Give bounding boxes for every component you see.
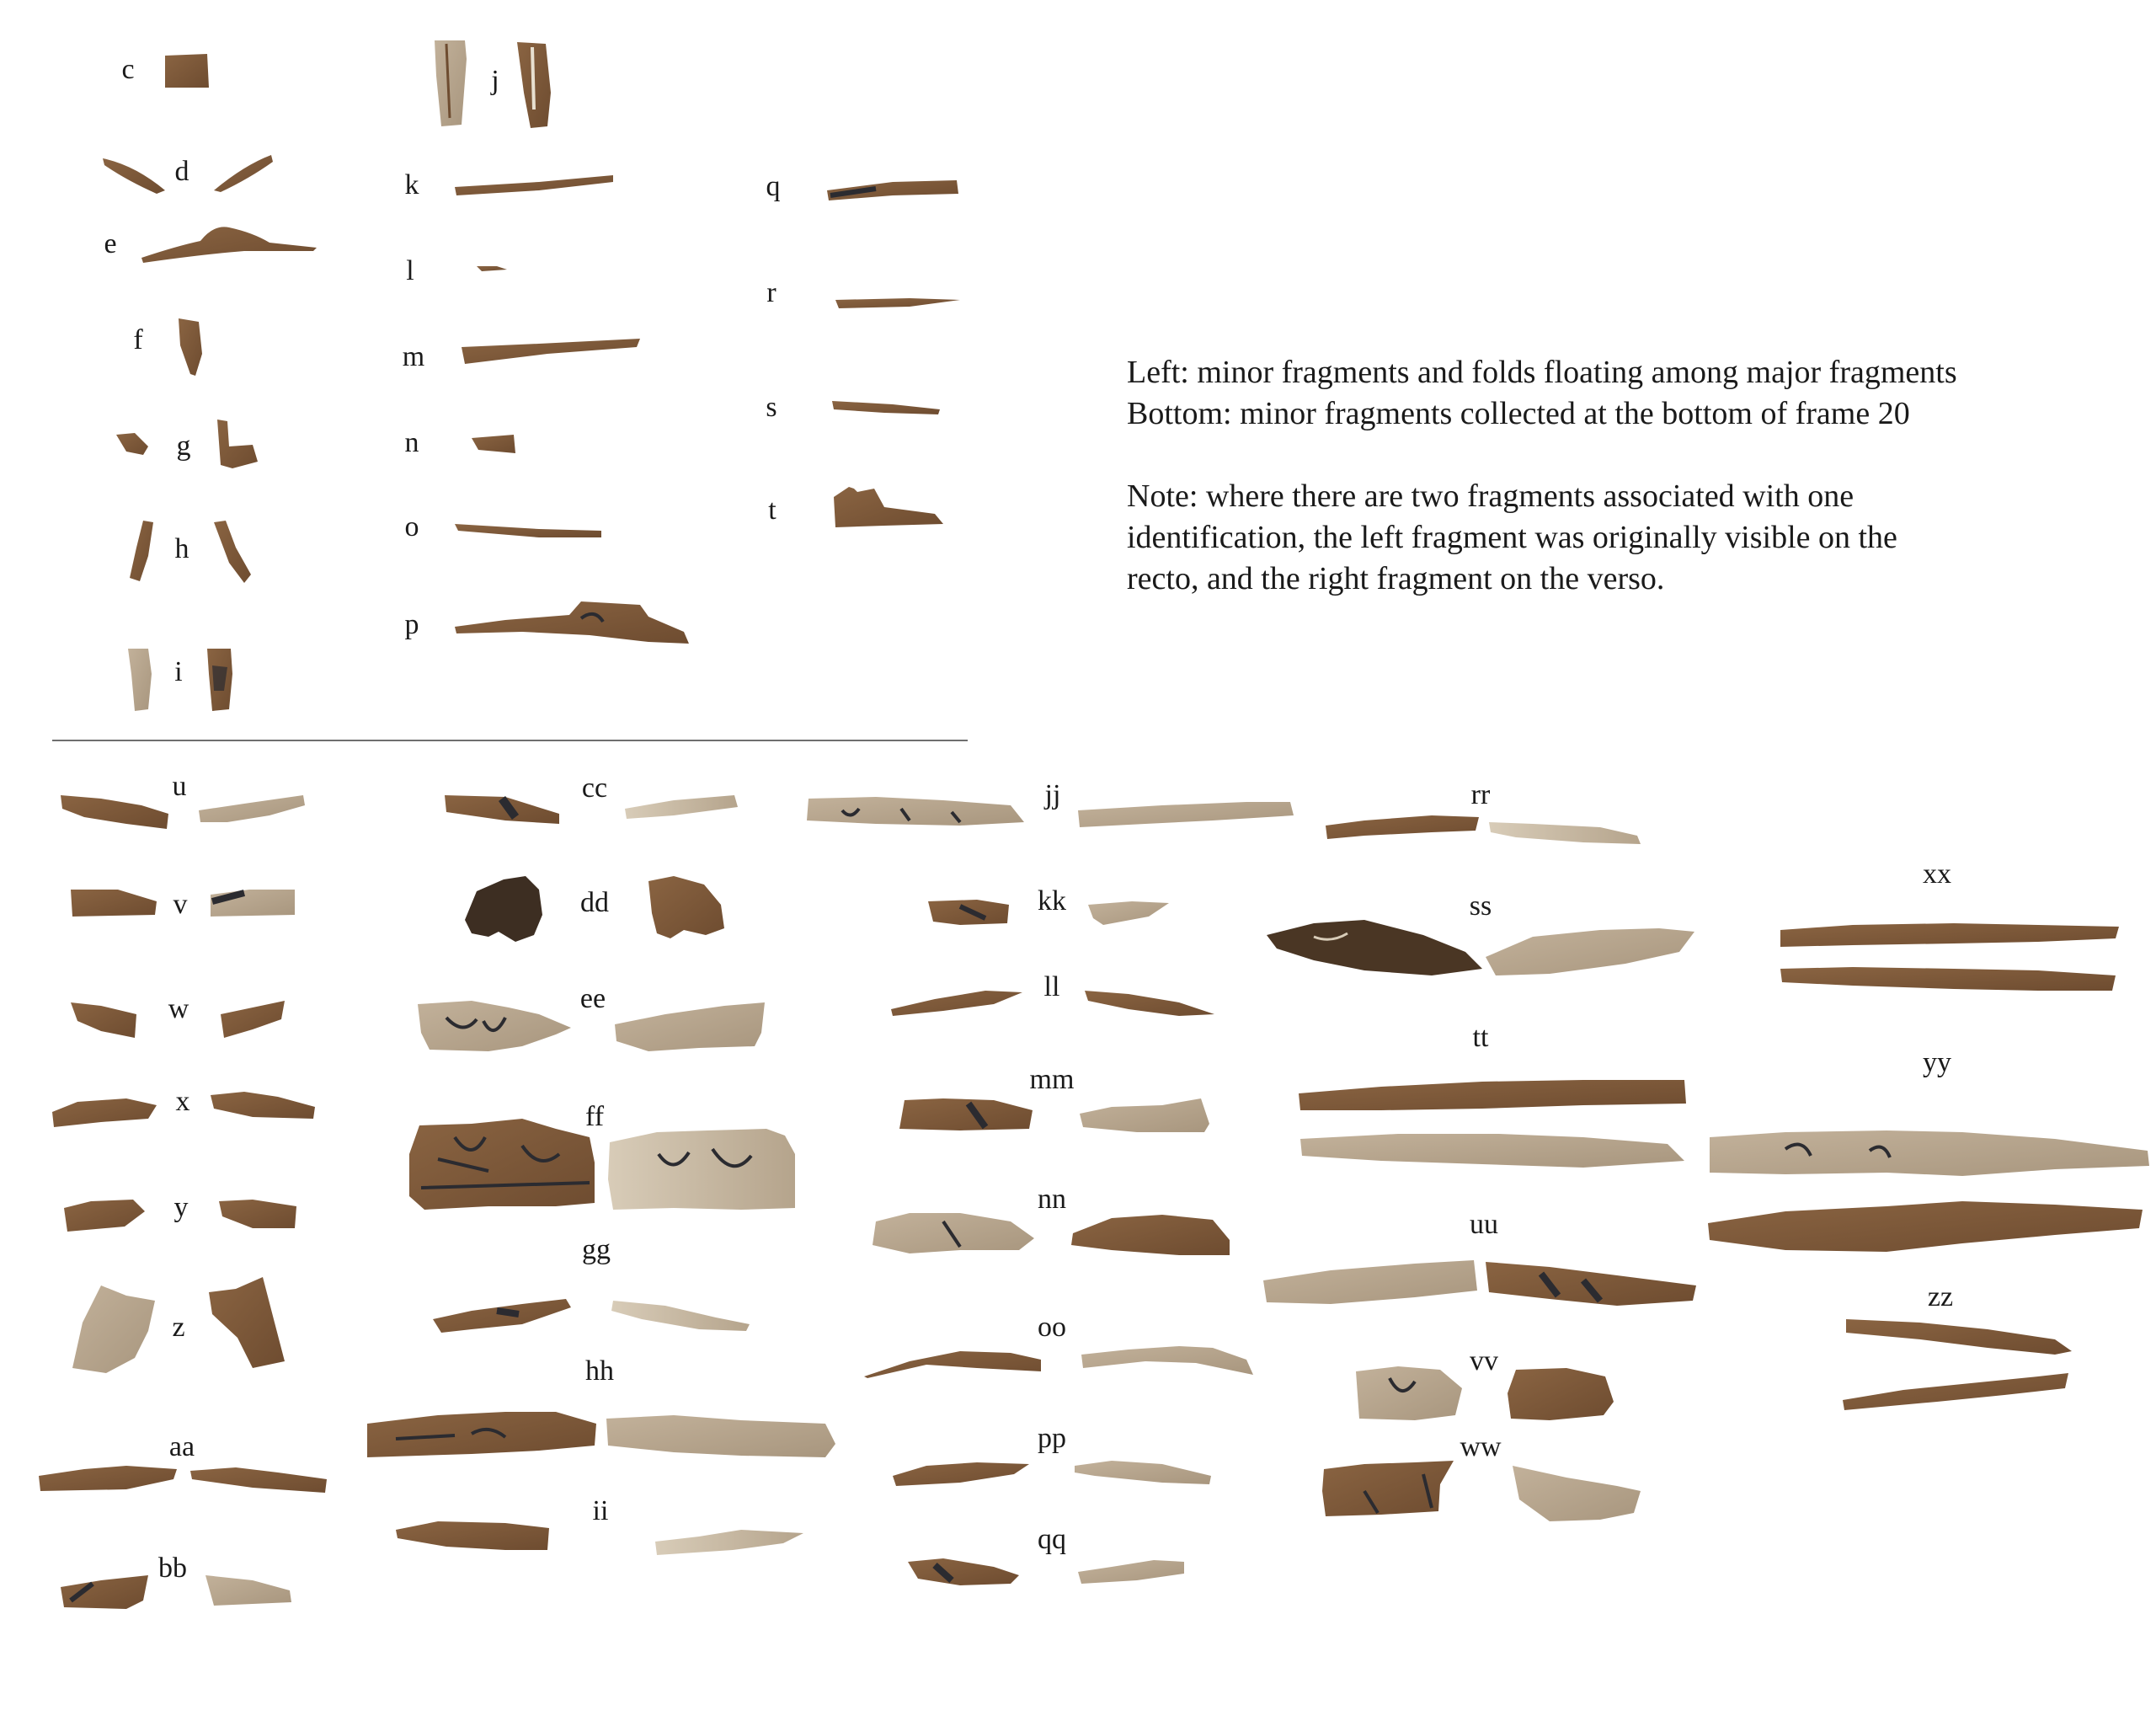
fragment-w-recto (71, 1002, 136, 1038)
fragment-v-recto (71, 890, 157, 917)
fragment-yy-verso (1708, 1201, 2143, 1252)
label-v: v (173, 889, 188, 920)
fragment-ww-recto (1322, 1461, 1454, 1516)
label-o: o (404, 511, 419, 542)
fragment-mm-verso (1080, 1098, 1209, 1132)
fragment-u-recto (61, 795, 168, 829)
fragment-e (141, 227, 317, 263)
fragment-x-verso (211, 1092, 315, 1119)
label-z: z (172, 1312, 185, 1343)
label-tt: tt (1472, 1022, 1489, 1053)
fragment-tt-verso (1300, 1134, 1684, 1168)
label-r: r (766, 277, 776, 308)
fragment-ss-recto (1267, 920, 1482, 975)
fragment-n (472, 435, 515, 453)
fragment-ii-recto (396, 1521, 549, 1550)
label-h: h (174, 533, 189, 564)
fragment-ff-verso (608, 1129, 795, 1210)
fragment-zz-recto (1846, 1319, 2072, 1355)
label-jj: jj (1044, 779, 1061, 810)
caption-left-line: Left: minor fragments and folds floating among major fragments (1127, 355, 1957, 390)
fragment-g-verso (217, 420, 258, 468)
label-kk: kk (1038, 885, 1066, 917)
label-hh: hh (585, 1355, 614, 1387)
label-vv: vv (1470, 1345, 1498, 1376)
fragment-w-verso (221, 1001, 285, 1038)
fragment-h-verso (214, 521, 251, 583)
label-qq: qq (1038, 1524, 1066, 1555)
fragment-dd-recto (465, 876, 542, 942)
fragment-uu-recto (1263, 1260, 1477, 1304)
label-e: e (104, 228, 117, 259)
fragment-g-recto (116, 433, 148, 455)
fragment-r (835, 298, 960, 308)
fragment-aa-recto (39, 1466, 177, 1491)
fragment-oo-recto (864, 1351, 1041, 1378)
fragment-dd-verso (648, 876, 724, 938)
label-pp: pp (1038, 1423, 1066, 1454)
label-ww: ww (1460, 1431, 1502, 1462)
fragment-kk-verso (1088, 901, 1169, 925)
label-zz: zz (1927, 1281, 1954, 1312)
caption-note-line-2: identification, the left fragment was originally visible on the (1127, 520, 1897, 555)
fragment-y-recto (64, 1200, 145, 1232)
label-y: y (173, 1192, 189, 1223)
label-u: u (172, 771, 187, 802)
caption-note-line-3: recto, and the right fragment on the verso. (1127, 561, 1665, 596)
label-f: f (133, 324, 143, 355)
label-g: g (176, 430, 191, 462)
fragment-tt-recto (1299, 1080, 1686, 1110)
label-i: i (174, 656, 183, 687)
label-ff: ff (584, 1101, 605, 1132)
fragment-rr-verso (1489, 822, 1641, 844)
label-cc: cc (581, 772, 608, 804)
fragment-i-recto (128, 649, 152, 711)
fragment-ww-verso (1513, 1466, 1641, 1521)
fragment-s (832, 401, 940, 414)
fragment-rr-recto (1326, 815, 1479, 839)
label-aa: aa (168, 1431, 195, 1462)
caption-bottom-line: Bottom: minor fragments collected at the bottom of frame 20 (1127, 396, 1910, 431)
label-rr: rr (1470, 779, 1491, 810)
label-k: k (404, 169, 419, 200)
fragment-q (827, 180, 958, 200)
label-q: q (766, 171, 781, 202)
fragment-z-recto (72, 1285, 155, 1373)
label-s: s (766, 392, 777, 423)
fragment-ee-verso (615, 1002, 765, 1051)
label-ii: ii (592, 1495, 609, 1526)
label-j: j (491, 65, 499, 96)
caption-note-line-1: Note: where there are two fragments associated with one (1127, 478, 1854, 514)
fragment-mm-recto (899, 1098, 1033, 1130)
fragment-xx-verso (1780, 967, 2116, 991)
fragment-d-recto (103, 158, 165, 194)
fragment-aa-verso (190, 1467, 327, 1493)
fragment-l (477, 266, 507, 271)
fragment-qq-verso (1078, 1560, 1184, 1584)
fragment-zz-verso (1843, 1373, 2068, 1410)
fragment-v-verso (211, 890, 295, 917)
fragment-gg-recto (433, 1299, 571, 1333)
label-t: t (768, 494, 776, 526)
fragment-c (165, 54, 209, 88)
label-ee: ee (579, 983, 606, 1014)
fragment-nn-recto (873, 1213, 1034, 1253)
fragment-bb-recto (61, 1575, 148, 1609)
fragment-u-verso (199, 795, 305, 822)
label-nn: nn (1038, 1184, 1066, 1215)
fragment-gg-verso (611, 1301, 750, 1331)
fragment-ff-recto (409, 1119, 595, 1210)
fragment-nn-verso (1071, 1215, 1230, 1255)
fragment-pp-recto (893, 1462, 1029, 1486)
label-n: n (404, 427, 419, 458)
fragment-f (179, 318, 202, 376)
fragment-bb-verso (205, 1575, 291, 1606)
label-w: w (168, 993, 189, 1024)
label-m: m (402, 341, 425, 372)
caption (1127, 352, 2137, 600)
label-xx: xx (1923, 858, 1951, 890)
fragment-vv-verso (1508, 1368, 1614, 1420)
fragment-cc-verso (625, 795, 738, 819)
fragment-xx-recto (1780, 923, 2119, 947)
fragment-ii-verso (655, 1530, 803, 1555)
fragment-y-verso (219, 1200, 296, 1228)
fragment-pp-verso (1075, 1461, 1211, 1484)
fragment-ll-verso (1085, 991, 1214, 1016)
fragment-qq-recto (908, 1558, 1019, 1585)
fragment-ss-verso (1486, 928, 1694, 975)
label-l: l (406, 255, 414, 286)
label-x: x (175, 1086, 190, 1117)
fragment-ll-recto (891, 991, 1022, 1016)
label-oo: oo (1038, 1312, 1066, 1343)
fragment-ee-recto (418, 1001, 571, 1051)
fragment-z-verso (209, 1277, 285, 1368)
label-bb: bb (158, 1553, 187, 1584)
fragment-x-recto (52, 1098, 157, 1127)
fragment-p (455, 601, 689, 644)
fragment-yy-recto (1710, 1130, 2149, 1176)
fragment-h-recto (130, 521, 153, 581)
fragment-k (455, 175, 613, 195)
label-gg: gg (582, 1234, 611, 1265)
section-divider (52, 740, 968, 741)
fragment-hh-verso (606, 1415, 835, 1457)
label-uu: uu (1470, 1209, 1498, 1240)
fragment-vv-recto (1356, 1366, 1462, 1420)
fragment-jj-verso (1078, 802, 1294, 827)
fragment-hh-recto (367, 1412, 596, 1457)
fragment-d-verso (214, 155, 273, 192)
label-c: c (121, 54, 135, 85)
label-mm: mm (1029, 1064, 1075, 1095)
label-p: p (404, 609, 419, 640)
fragment-jj-recto (807, 797, 1024, 826)
label-d: d (174, 156, 189, 187)
fragment-oo-verso (1081, 1346, 1253, 1375)
fragment-m (462, 339, 640, 364)
label-dd: dd (580, 887, 609, 918)
fragment-o (455, 524, 601, 537)
label-yy: yy (1923, 1047, 1951, 1078)
label-ll: ll (1043, 971, 1060, 1002)
fragment-t (834, 487, 943, 527)
fragment-uu-verso (1486, 1262, 1696, 1306)
label-ss: ss (1469, 890, 1492, 922)
